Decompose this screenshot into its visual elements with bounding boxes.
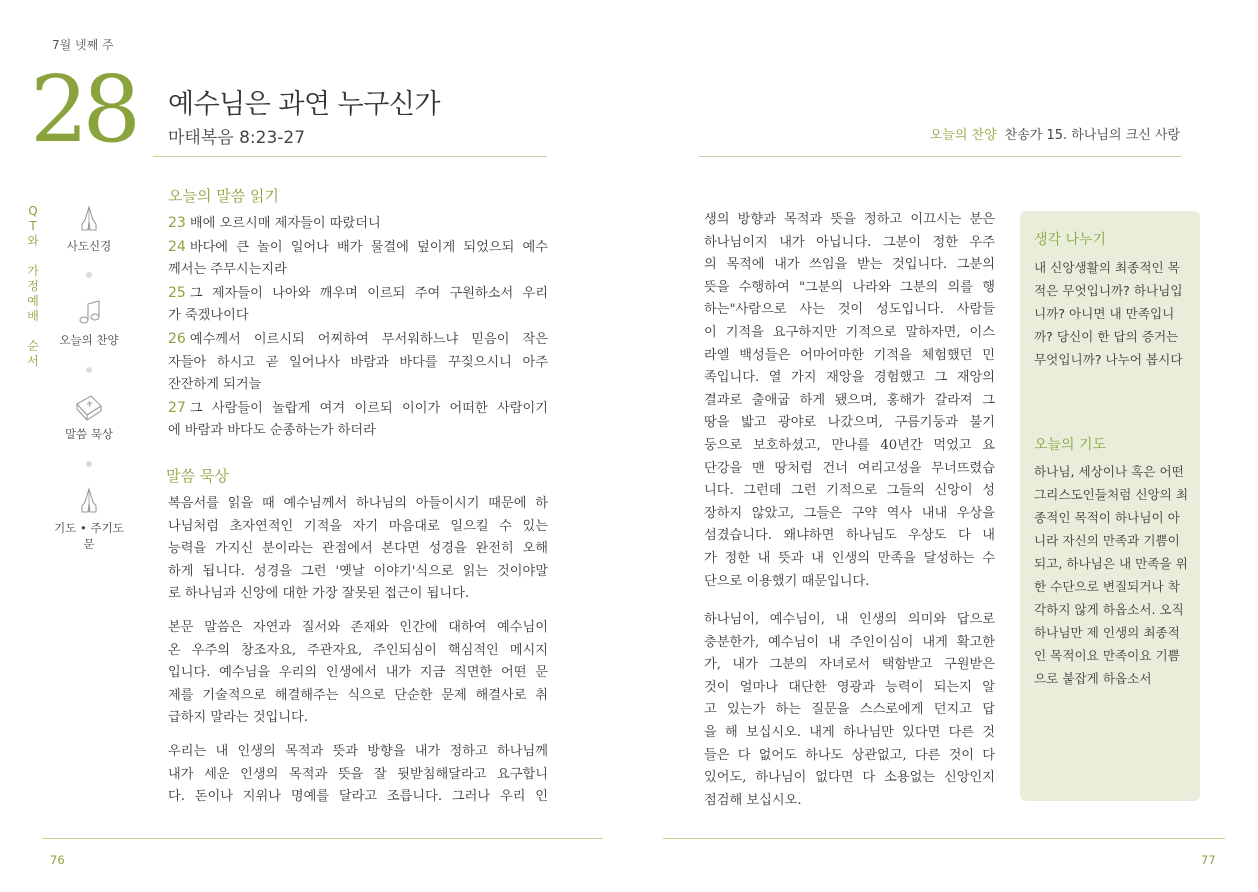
text-line: 섬겼습니다. 왜냐하면 하나님도 우상도 다 내 <box>704 528 995 544</box>
verse-line: 배에 오르시매 제자들이 따랐더니 <box>189 216 381 231</box>
vertical-gap <box>25 249 41 264</box>
vertical-section-label <box>25 204 41 369</box>
nav-separator-dot <box>86 272 92 278</box>
text-line: 단으로 이용했기 때문입니다. <box>704 573 870 589</box>
vertical-char: 순 <box>27 339 39 353</box>
text-line: 점검해 보십시오. <box>704 792 802 808</box>
text-line: 그리스도인들처럼 신앙의 최 <box>1034 487 1188 502</box>
text-line: 하는"사람으로 사는 것이 성도입니다. 사람들 <box>704 302 995 318</box>
nav-label: 말씀 묵상 <box>64 427 114 441</box>
text-line: 하나님, 세상이나 혹은 어떤 <box>1034 464 1184 479</box>
text-line: 하나님이지 내가 아닙니다. 그분이 정한 우주 <box>704 234 995 250</box>
text-line: 우리는 내 인생의 목적과 뜻과 방향을 내가 정하고 하나님께 <box>168 744 548 759</box>
meditation-heading: 말씀 묵상 <box>166 467 229 485</box>
nav-label: 사도신경 <box>66 239 112 253</box>
text-line: 니라 자신의 만족과 기쁨이 <box>1034 533 1180 548</box>
text-line: 생의 방향과 목적과 뜻을 정하고 이끄시는 분은 <box>704 212 995 227</box>
nav-item-prayer[interactable] <box>50 486 128 552</box>
text-line: 땅을 밟고 광야로 나갔으며, 구름기둥과 불기 <box>704 415 995 431</box>
vertical-char: Q <box>28 204 38 218</box>
week-label: 7월 넷째 주 <box>52 38 114 52</box>
prayer-text <box>1034 460 1192 690</box>
nav-label: 기도 • 주기도문 <box>54 521 124 551</box>
text-line: 의 목적에 내가 쓰임을 받는 것입니다. 그분의 <box>704 257 995 273</box>
header-rule-left <box>153 156 547 157</box>
verse-line: 바다에 큰 놀이 일어나 배가 물결에 덮이게 되었으되 예수 <box>189 239 548 255</box>
vertical-char: 정 <box>27 279 39 293</box>
music-note-icon <box>74 298 104 328</box>
text-line: 인 목적이요 만족이요 기쁨 <box>1034 648 1180 663</box>
verse-line: 께서는 주무시는지라 <box>168 262 287 278</box>
todays-hymn <box>930 124 1180 143</box>
page-number-right: 77 <box>1201 853 1216 867</box>
text-line: 내 신앙생활의 최종적인 목 <box>1034 260 1180 275</box>
text-line: 다. 돈이나 지위나 명예를 달라고 조릅니다. 그러나 우리 인 <box>168 789 548 805</box>
text-line: 단강을 맨 땅처럼 건너 여리고성을 무너뜨렸습 <box>704 460 995 476</box>
text-line: 뜻을 수행하여 "그분의 나라와 그분의 의를 행 <box>704 279 995 295</box>
verse-number: 23 <box>168 215 186 231</box>
footer-rule-right <box>663 838 1225 839</box>
text-line: 능력을 가지신 분이라는 관점에서 본다면 성경을 완전히 오해 <box>168 541 548 557</box>
meditation-continued-2 <box>704 609 995 812</box>
text-line: 하나님이, 예수님이, 내 인생의 의미와 답으로 <box>704 612 995 627</box>
header-rule-right <box>699 156 1181 157</box>
verse-line: 그 제자들이 나아와 깨우며 이르되 주여 구원하소서 우리 <box>189 285 548 301</box>
verse-line: 예수께서 이르시되 어찌하여 무서워하느냐 믿음이 작은 <box>189 331 548 347</box>
vertical-char: 가 <box>27 264 39 278</box>
verse-number: 26 <box>168 330 186 347</box>
praying-hands-icon <box>74 486 104 516</box>
text-line: 적은 무엇입니까? 하나님입 <box>1034 283 1183 298</box>
text-line: 이 기적을 요구하지만 기적으로 말하자면, 이스 <box>704 324 995 340</box>
footer-rule-left <box>42 838 603 839</box>
hymn-title: 찬송가 15. 하나님의 크신 사랑 <box>1004 128 1180 143</box>
verse-26 <box>168 328 548 397</box>
nav-item-todays-hymn[interactable] <box>50 298 128 348</box>
verse-25 <box>168 282 548 328</box>
text-line: 종적인 목적이 하나님이 아 <box>1034 510 1180 525</box>
verse-27 <box>168 397 548 443</box>
text-line: 하게 됩니다. 성경을 그런 '옛날 이야기'식으로 읽는 것이야말 <box>168 563 548 579</box>
verse-number: 27 <box>168 399 186 416</box>
text-line: 본문 말씀은 자연과 질서와 존재와 인간에 대하여 예수님이 <box>168 620 548 635</box>
text-line: 라엘 백성들은 어마어마한 기적을 체험했던 민 <box>704 347 995 363</box>
share-text <box>1034 256 1192 371</box>
meditation-paragraph-1 <box>168 493 548 606</box>
vertical-char: 와 <box>27 234 39 248</box>
text-line: 충분한가, 예수님이 내 주인이심이 내게 확고한 <box>704 634 995 650</box>
text-line: 고 있는가 하는 질문을 스스로에게 던지고 답 <box>704 702 995 718</box>
text-line: 들은 다 없어도 하나도 상관없고, 다른 것이 다 <box>704 747 995 763</box>
reflection-sidebar <box>1020 211 1200 801</box>
text-line: 니까? 아니면 내 만족입니 <box>1034 306 1175 321</box>
nav-item-apostles-creed[interactable] <box>50 204 128 254</box>
text-line: 로 하나님과 신앙에 대한 가장 잘못된 접근이 됩니다. <box>168 586 470 602</box>
verse-line: 가 죽겠나이다 <box>168 308 249 324</box>
text-line: 것이 얼마나 대단한 영광과 능력이 되는지 알 <box>704 679 995 695</box>
text-line: 온 우주의 창조자요, 주관자요, 주인되심이 핵심적인 메시지 <box>168 642 548 658</box>
share-heading: 생각 나누기 <box>1034 232 1107 248</box>
text-line: 내가 세운 인생의 목적과 뜻을 잘 뒷받침해달라고 요구합니 <box>168 766 548 782</box>
text-line: 으로 붙잡게 하옵소서 <box>1034 671 1152 686</box>
text-line: 제를 기술적으로 해결해주는 식으로 단순한 문제 해결사로 취 <box>168 687 548 703</box>
verse-line: 잔잔하게 되거늘 <box>168 377 262 393</box>
verse-24 <box>168 236 548 282</box>
scripture-reference: 마태복음 8:23-27 <box>168 128 306 148</box>
verse-line: 에 바람과 바다도 순종하는가 하더라 <box>168 423 376 439</box>
meditation-paragraph-3 <box>168 741 548 809</box>
text-line: 가, 내가 그분의 자녀로서 택함받고 구원받은 <box>704 657 995 673</box>
bible-book-icon <box>73 392 105 422</box>
praying-hands-icon <box>74 204 104 234</box>
page-number-left: 76 <box>50 853 65 867</box>
text-line: 족입니다. 열 가지 재앙을 경험했고 그 재앙의 <box>704 370 995 386</box>
text-line: 장하지 않았고, 그들은 구약 역사 내내 우상을 <box>704 505 995 521</box>
text-line: 입니다. 예수님을 우리의 인생에서 내가 지금 직면한 어떤 문 <box>168 665 548 681</box>
nav-separator-dot <box>86 461 92 467</box>
reading-heading: 오늘의 말씀 읽기 <box>168 187 279 205</box>
vertical-char: 배 <box>27 309 39 323</box>
text-line: 결과로 출애굽 하게 됐으며, 홍해가 갈라져 그 <box>704 392 995 408</box>
scripture-verses <box>168 212 548 443</box>
verse-23 <box>168 212 548 236</box>
text-line: 한 수단으로 변질되거나 착 <box>1034 579 1180 594</box>
meditation-paragraph-2 <box>168 617 548 730</box>
vertical-char: T <box>29 219 37 233</box>
prayer-heading: 오늘의 기도 <box>1034 437 1107 453</box>
day-number: 28 <box>30 56 136 163</box>
hymn-label: 오늘의 찬양 <box>929 128 997 143</box>
nav-label: 오늘의 찬양 <box>59 333 119 347</box>
vertical-gap <box>25 324 41 339</box>
nav-item-meditation[interactable] <box>50 392 128 442</box>
verse-number: 24 <box>168 238 186 255</box>
verse-number: 25 <box>168 284 186 301</box>
page-title: 예수님은 과연 누구신가 <box>168 89 440 120</box>
meditation-continued-1 <box>704 209 995 593</box>
verse-line: 그 사람들이 놀랍게 여겨 이르되 이이가 어떠한 사람이기 <box>189 400 548 416</box>
text-line: 나님처럼 초자연적인 기적을 자기 마음대로 일으킬 수 있는 <box>168 518 548 534</box>
text-line: 을 해 보십시오. 내게 하나님만 있다면 다른 것 <box>704 724 995 740</box>
nav-separator-dot <box>86 367 92 373</box>
text-line: 각하지 않게 하옵소서. 오직 <box>1034 602 1184 617</box>
verse-line: 자들아 하시고 곧 일어나사 바람과 바다를 꾸짖으시니 아주 <box>168 354 548 370</box>
text-line: 둥으로 보호하셨고, 만나를 40년간 먹었고 요 <box>704 437 995 453</box>
text-line: 하나님만 제 인생의 최종적 <box>1034 625 1180 640</box>
vertical-char: 예 <box>27 294 39 308</box>
text-line: 복음서를 읽을 때 예수님께서 하나님의 아들이시기 때문에 하 <box>168 496 548 511</box>
text-line: 무엇입니까? 나누어 봅시다 <box>1034 352 1183 367</box>
text-line: 까? 당신이 한 답의 증거는 <box>1034 329 1179 344</box>
text-line: 있어도, 하나님이 없다면 다 소용없는 신앙인지 <box>704 770 995 786</box>
text-line: 가 정한 내 뜻과 내 인생의 만족을 달성하는 수 <box>704 550 995 566</box>
text-line: 급하지 말라는 것입니다. <box>168 710 308 726</box>
text-line: 니다. 그런데 그런 기적으로 그들의 신앙이 성 <box>704 483 995 499</box>
vertical-char: 서 <box>27 354 39 368</box>
text-line: 되고, 하나님은 내 만족을 위 <box>1034 556 1188 571</box>
